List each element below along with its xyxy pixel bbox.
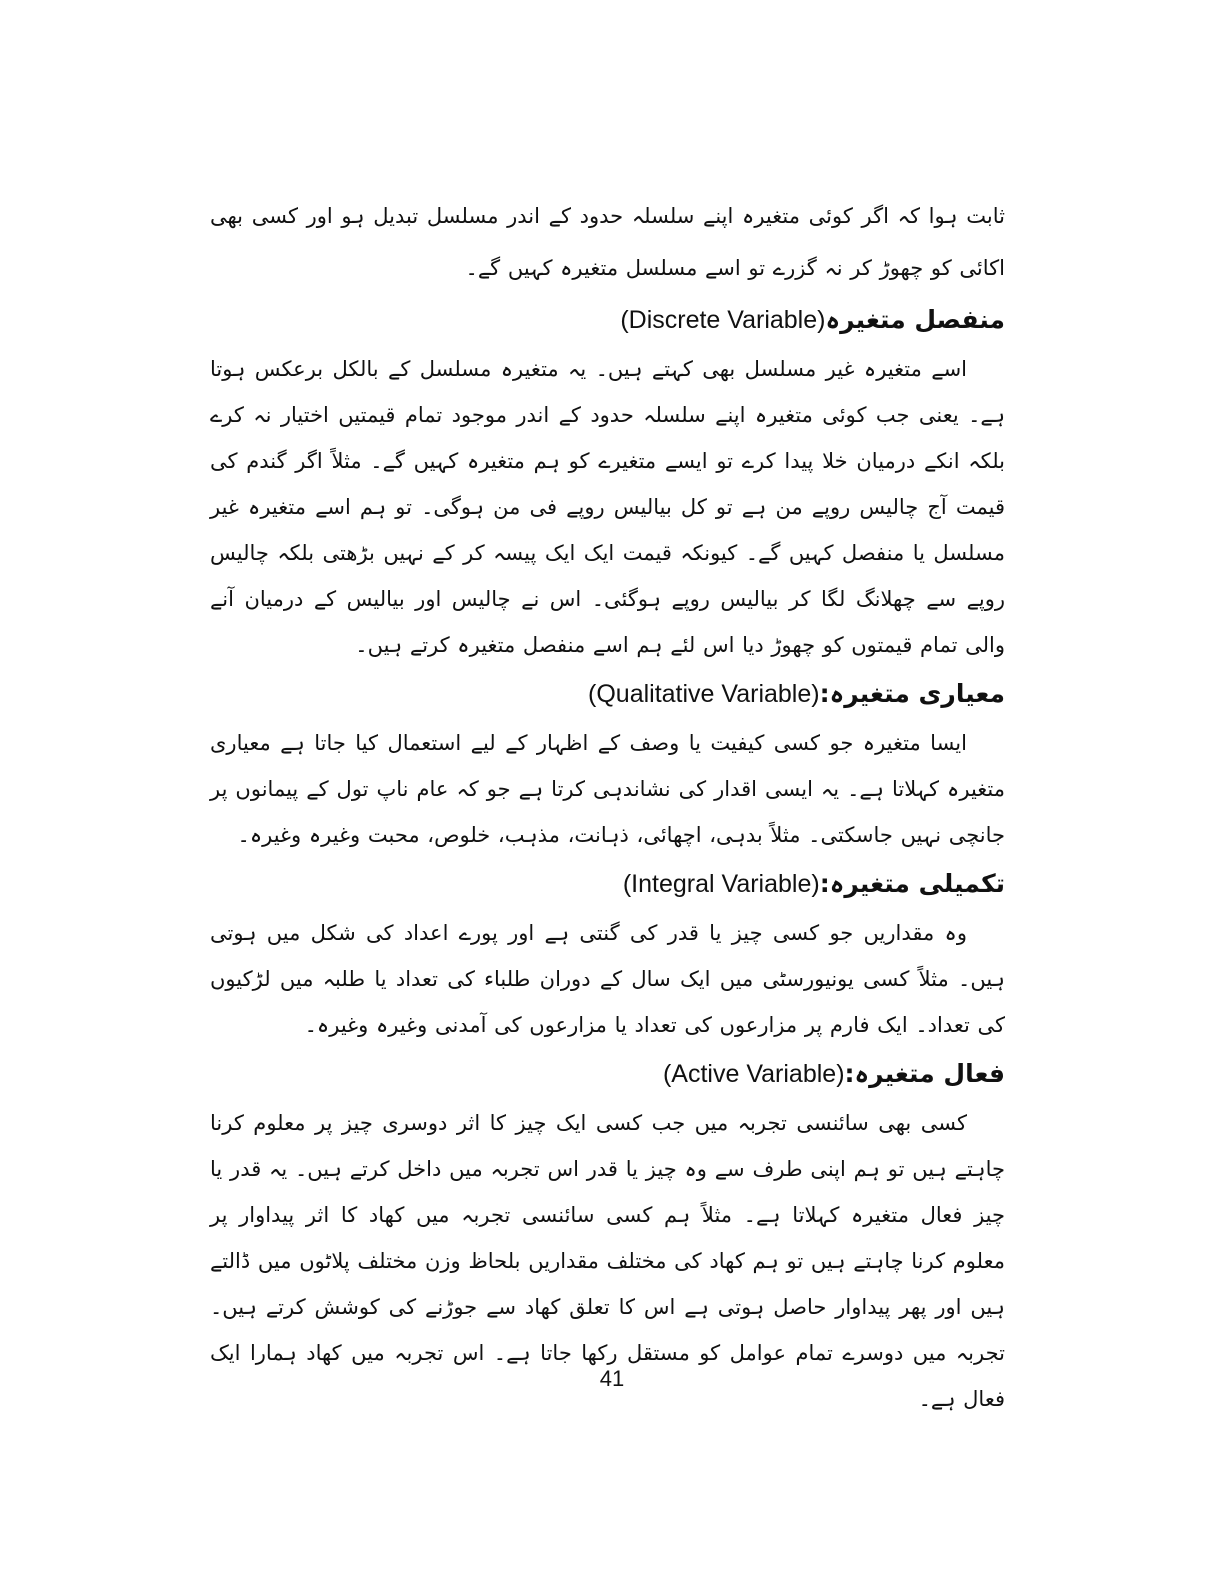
section-heading-discrete [210,298,1005,342]
heading-english: (Integral Variable) [622,870,820,898]
page-content [210,190,1005,1422]
heading-english: (Discrete Variable) [620,306,826,334]
heading-urdu: تکمیلی متغیرہ: [819,869,1005,898]
intro-paragraph: ثابت ہوا کہ اگر کوئی متغیرہ اپنے سلسلہ حدود کے اندر مسلسل تبدیل ہو اور کسی بھی اکائی کو چھوڑ کر نہ گزرے تو اسے مسلسل متغیرہ کہیں گے۔ [210,204,1005,280]
section-heading-integral [210,862,1005,906]
section-heading-qualitative [210,672,1005,716]
section-body-integral: وہ مقداریں جو کسی چیز یا قدر کی گنتی ہے اور پورے اعداد کی شکل میں ہوتی ہیں۔ مثلاً کسی یونیورسٹی میں ایک سال کے دوران طلباء کی تعداد یا طلبہ میں لڑکیوں کی تعداد۔ ایک فارم پر مزارعوں کی تعداد یا مزارعوں کی آمدنی وغیرہ وغیرہ۔ [210,921,1005,1037]
heading-english: (Qualitative Variable) [588,680,820,708]
page-number: 41 [599,1366,625,1391]
section-body-discrete: اسے متغیرہ غیر مسلسل بھی کہتے ہیں۔ یہ متغیرہ مسلسل کے بالکل برعکس ہوتا ہے۔ یعنی جب کوئی متغیرہ اپنے سلسلہ حدود کے اندر موجود تمام قیمتیں اختیار نہ کرے بلکہ انکے درمیان خلا پیدا کرے تو ایسے متغیرے کو ہم متغیرہ کہیں گے۔ مثلاً اگر گندم کی قیمت آج چالیس روپے من ہے تو کل بیالیس روپے فی من ہوگی۔ تو ہم اسے متغیرہ غیر مسلسل یا منفصل کہیں گے۔ کیونکہ قیمت ایک ایک پیسہ کر کے نہیں بڑھتی بلکہ چالیس روپے سے چھلانگ لگا کر بیالیس روپے ہوگئی۔ اس نے چالیس اور بیالیس کے درمیان آنے والی تمام قیمتوں کو چھوڑ دیا اس لئے ہم اسے منفصل متغیرہ کرتے ہیں۔ [210,357,1005,657]
heading-urdu: فعال متغیرہ: [844,1059,1005,1088]
heading-urdu: معیاری متغیرہ: [819,679,1005,708]
section-body-active: کسی بھی سائنسی تجربہ میں جب کسی ایک چیز کا اثر دوسری چیز پر معلوم کرنا چاہتے ہیں تو ہم اپنی طرف سے وہ چیز یا قدر اس تجربہ میں داخل کرتے ہیں۔ یہ قدر یا چیز فعال متغیرہ کہلاتا ہے۔ مثلاً ہم کسی سائنسی تجربہ میں کھاد کا اثر پیداوار پر معلوم کرنا چاہتے ہیں تو ہم کھاد کی مختلف مقداریں بلحاظ وزن مختلف پلاٹوں میں ڈالتے ہیں اور پھر پیداوار حاصل ہوتی ہے اس کا تعلق کھاد سے جوڑنے کی کوشش کرتے ہیں۔ تجربہ میں دوسرے تمام عوامل کو مستقل رکھا جاتا ہے۔ اس تجربہ میں کھاد ہمارا ایک فعال ہے۔ [210,1111,1005,1411]
heading-english: (Active Variable) [662,1060,845,1088]
heading-urdu: منفصل متغیرہ [825,305,1005,334]
section-body-qualitative: ایسا متغیرہ جو کسی کیفیت یا وصف کے اظہار کے لیے استعمال کیا جاتا ہے معیاری متغیرہ کہلاتا ہے۔ یہ ایسی اقدار کی نشاندہی کرتا ہے جو کہ عام ناپ تول کے پیمانوں پر جانچی نہیں جاسکتی۔ مثلاً بدہی، اچھائی، ذہانت، مذہب، خلوص، محبت وغیرہ وغیرہ۔ [210,731,1005,847]
section-heading-active [210,1052,1005,1096]
